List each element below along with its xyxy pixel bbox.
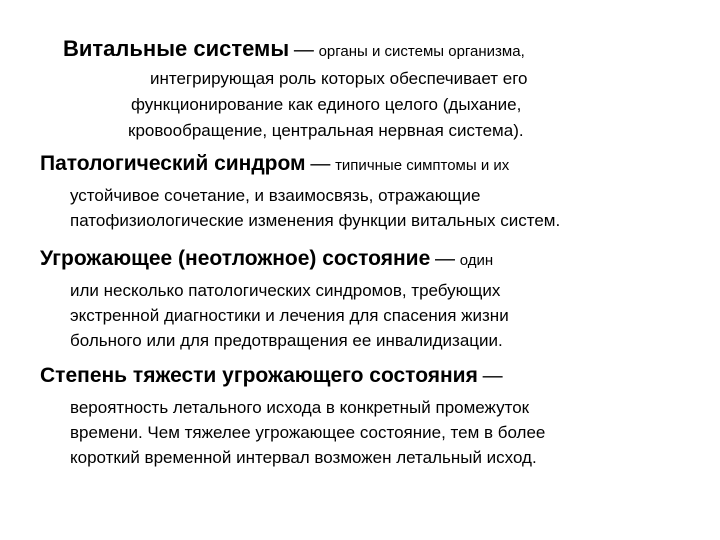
definition-text: один [459, 252, 494, 269]
definition-first-line [40, 365, 503, 388]
definition-text: устойчивое сочетание, и взаимосвязь, отражающие [70, 186, 481, 205]
definition-text: органы и системы организма, [318, 43, 525, 60]
definition-text: или несколько патологических синдромов, требующих [70, 281, 501, 300]
definition-text: времени. Чем тяжелее угрожающее состояние, тем в более [70, 423, 546, 442]
term-threatening-state: Угрожающее (неотложное) состояние [40, 247, 431, 270]
definition-text: типичные симптомы и их [335, 157, 510, 174]
term-severity-degree: Степень тяжести угрожающего состояния [40, 364, 478, 387]
definition-text: вероятность летального исхода в конкретный промежуток [70, 398, 530, 417]
em-dash: — [293, 39, 314, 61]
em-dash: — [310, 153, 331, 175]
definition-text: кровообращение, центральная нервная система). [128, 121, 524, 140]
definition-text: экстренной диагностики и лечения для спасения жизни [70, 306, 509, 325]
definition-text: интегрирующая роль которых обеспечивает его [150, 69, 528, 88]
definition-first-line [40, 153, 509, 177]
definition-first-line [63, 38, 525, 63]
definition-text: функционирование как единого целого (дыхание, [131, 95, 522, 114]
em-dash: — [434, 248, 455, 270]
em-dash: — [482, 365, 503, 387]
definition-text: короткий временной интервал возможен летальный исход. [70, 448, 537, 467]
definition-first-line [40, 248, 493, 272]
term-pathological-syndrome: Патологический синдром [40, 152, 306, 175]
term-vital-systems: Витальные системы [63, 36, 290, 61]
definition-text: больного или для предотвращения ее инвалидизации. [70, 331, 503, 350]
definition-text: патофизиологические изменения функции витальных систем. [70, 211, 561, 230]
